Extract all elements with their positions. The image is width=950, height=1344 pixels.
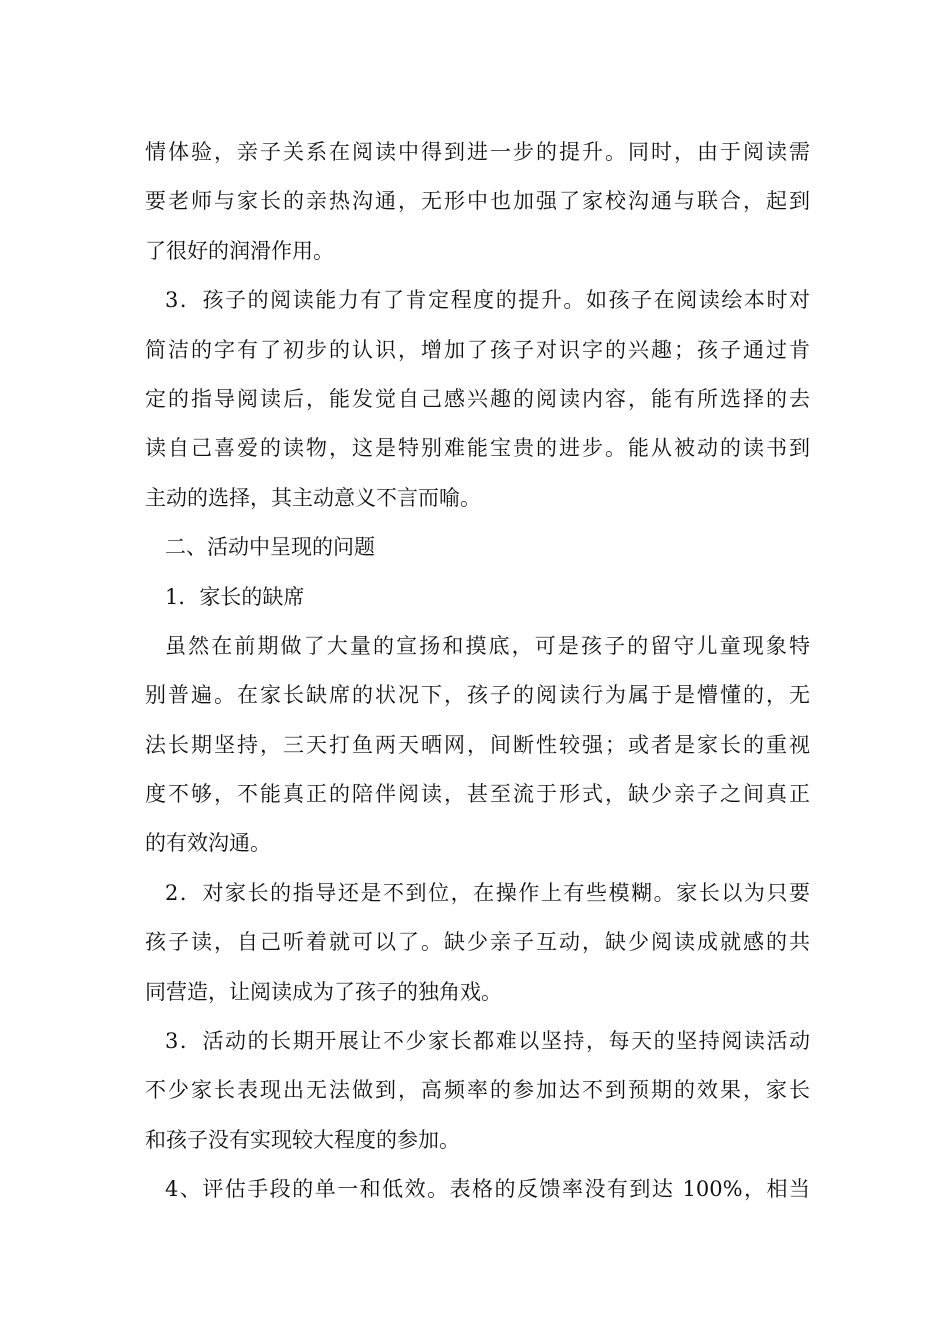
text-line: 主动的选择，其主动意义不言而喻。 [145, 485, 481, 510]
text-line: 读自己喜爱的读物，这是特别难能宝贵的进步。能从被动的读书到 [145, 436, 810, 461]
text-line: 1．家长的缺席 [165, 584, 305, 609]
text-line: 二、活动中呈现的问题 [165, 535, 375, 560]
text-line: 同营造，让阅读成为了孩子的独角戏。 [145, 979, 502, 1004]
text-line: 的有效沟通。 [145, 831, 271, 856]
text-line: 要老师与家长的亲热沟通，无形中也加强了家校沟通与联合，起到 [145, 189, 810, 214]
text-line: 虽然在前期做了大量的宣扬和摸底，可是孩子的留守儿童现象特 [165, 633, 810, 658]
text-line: 别普遍。在家长缺席的状况下，孩子的阅读行为属于是懵懂的，无 [145, 683, 810, 708]
text-line: 简洁的字有了初步的认识，增加了孩子对识字的兴趣；孩子通过肯 [145, 337, 810, 362]
text-line: 度不够，不能真正的陪伴阅读，甚至流于形式，缺少亲子之间真正 [145, 782, 810, 807]
text-line: 法长期坚持，三天打鱼两天晒网，间断性较强；或者是家长的重视 [145, 732, 810, 757]
document-body [145, 128, 810, 1215]
text-line: 孩子读，自己听着就可以了。缺少亲子互动，缺少阅读成就感的共 [145, 930, 810, 955]
text-line: 了很好的润滑作用。 [145, 238, 334, 263]
text-line: 情体验，亲子关系在阅读中得到进一步的提升。同时，由于阅读需 [145, 140, 810, 164]
text-line: 3．孩子的阅读能力有了肯定程度的提升。如孩子在阅读绘本时对 [165, 288, 810, 313]
text-line: 3．活动的长期开展让不少家长都难以坚持，每天的坚持阅读活动 [165, 1029, 810, 1054]
text-line: 2．对家长的指导还是不到位，在操作上有些模糊。家长以为只要 [165, 880, 810, 905]
text-line: 不少家长表现出无法做到，高频率的参加达不到预期的效果，家长 [145, 1078, 810, 1103]
text-line: 4、评估手段的单一和低效。表格的反馈率没有到达 100%，相当 [165, 1177, 810, 1202]
text-line: 定的指导阅读后，能发觉自己感兴趣的阅读内容，能有所选择的去 [145, 386, 810, 411]
text-line: 和孩子没有实现较大程度的参加。 [145, 1127, 460, 1152]
